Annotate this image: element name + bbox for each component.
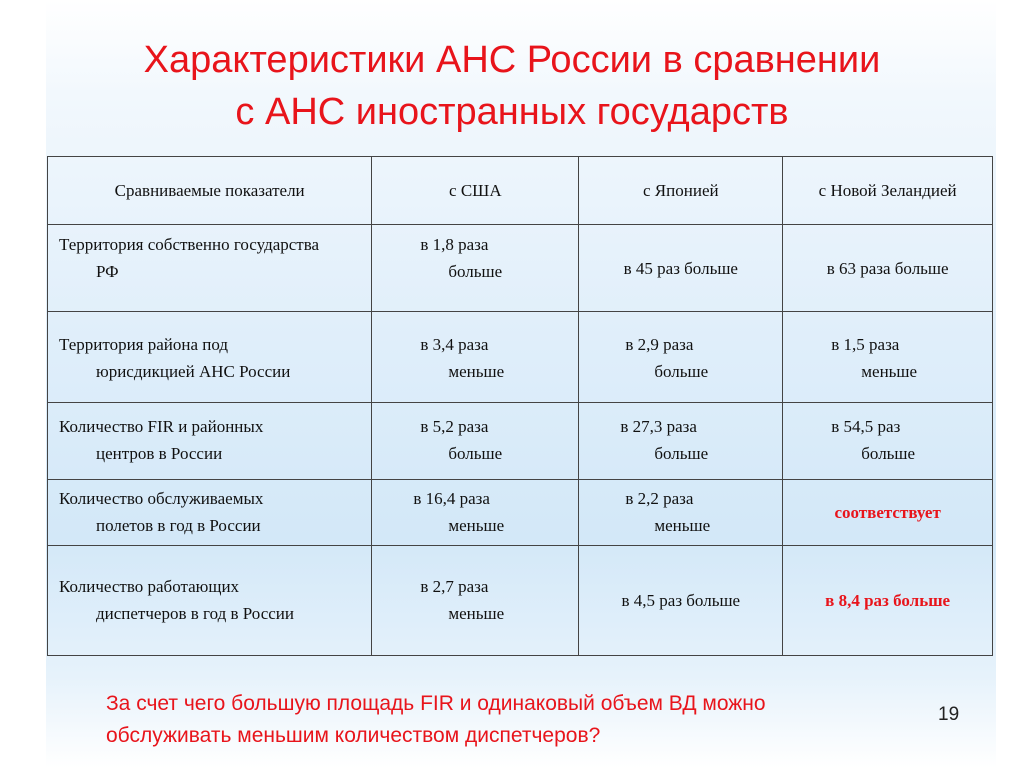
- indicator-cell: [48, 225, 372, 312]
- question-text: [106, 688, 926, 752]
- nz-value-line-1: в 1,5 раза: [831, 335, 900, 354]
- japan-cell: [579, 403, 783, 480]
- nz-cell: в 63 раза больше: [783, 225, 993, 312]
- indicator-cell: [48, 403, 372, 480]
- usa-value-line-2: больше: [448, 262, 503, 281]
- nz-cell-highlight: в 8,4 раз больше: [783, 546, 993, 656]
- indicator-line-2: полетов в год в России: [96, 516, 261, 535]
- nz-value-line-2: меньше: [861, 362, 918, 381]
- indicator-cell: [48, 546, 372, 656]
- nz-value-line-2: больше: [861, 444, 916, 463]
- japan-value-line-1: в 2,9 раза: [625, 335, 694, 354]
- indicator-line-1: Количество FIR и районных: [59, 417, 264, 436]
- japan-cell: в 45 раз больше: [579, 225, 783, 312]
- japan-value-line-2: меньше: [654, 516, 711, 535]
- usa-cell: [372, 403, 579, 480]
- indicator-line-1: Количество обслуживаемых: [59, 489, 264, 508]
- usa-value-line-2: меньше: [448, 516, 505, 535]
- usa-cell: [372, 225, 579, 312]
- usa-cell: [372, 480, 579, 546]
- table-row: [48, 546, 993, 656]
- usa-value-line-1: в 3,4 раза: [420, 335, 489, 354]
- indicator-cell: [48, 312, 372, 403]
- indicator-line-2: юрисдикцией АНС России: [96, 362, 291, 381]
- usa-value-line-2: меньше: [448, 604, 505, 623]
- header-indicators: Сравниваемые показатели: [48, 157, 372, 225]
- question-line-1: За счет чего большую площадь FIR и одинаковый объем ВД можно: [106, 692, 766, 715]
- usa-value-line-1: в 5,2 раза: [420, 417, 489, 436]
- japan-value-line-2: больше: [654, 362, 709, 381]
- indicator-line-1: Территория района под: [59, 335, 229, 354]
- nz-value-line-1: в 54,5 раз: [831, 417, 901, 436]
- page-number: 19: [938, 704, 960, 725]
- indicator-line-1: Территория собственно государства: [59, 235, 320, 254]
- table-row: [48, 225, 993, 312]
- indicator-line-1: Количество работающих: [59, 577, 240, 596]
- header-new-zealand: [783, 157, 993, 225]
- table-row: [48, 480, 993, 546]
- japan-value-line-1: в 2,2 раза: [625, 489, 694, 508]
- usa-value-line-1: в 2,7 раза: [420, 577, 489, 596]
- nz-cell: [783, 312, 993, 403]
- indicator-line-2: РФ: [96, 262, 119, 281]
- japan-cell: [579, 480, 783, 546]
- slide-title: [40, 34, 984, 138]
- slide-title-line-2: с АНС иностранных государств: [235, 91, 789, 133]
- japan-value-line-2: больше: [654, 444, 709, 463]
- usa-value-line-1: в 1,8 раза: [420, 235, 489, 254]
- japan-cell: [579, 312, 783, 403]
- table-header-row: [48, 157, 993, 225]
- usa-value-line-2: меньше: [448, 362, 505, 381]
- usa-cell: [372, 546, 579, 656]
- header-japan: с Японией: [579, 157, 783, 225]
- table-row: [48, 403, 993, 480]
- indicator-cell: [48, 480, 372, 546]
- nz-cell: [783, 403, 993, 480]
- header-new-zealand-text: с Новой Зеландией: [818, 180, 957, 200]
- usa-cell: [372, 312, 579, 403]
- question-line-2: обслуживать меньшим количеством диспетчеров?: [106, 724, 601, 747]
- japan-cell: в 4,5 раз больше: [579, 546, 783, 656]
- usa-value-line-2: больше: [448, 444, 503, 463]
- usa-value-line-1: в 16,4 раза: [413, 489, 490, 508]
- table-row: [48, 312, 993, 403]
- slide-title-line-1: Характеристики АНС России в сравнении: [143, 39, 881, 81]
- japan-value-line-1: в 27,3 раза: [620, 417, 697, 436]
- indicator-line-2: центров в России: [96, 444, 223, 463]
- nz-cell-highlight: соответствует: [783, 480, 993, 546]
- header-usa: с США: [372, 157, 579, 225]
- indicator-line-2: диспетчеров в год в России: [96, 604, 294, 623]
- comparison-table: [47, 156, 993, 656]
